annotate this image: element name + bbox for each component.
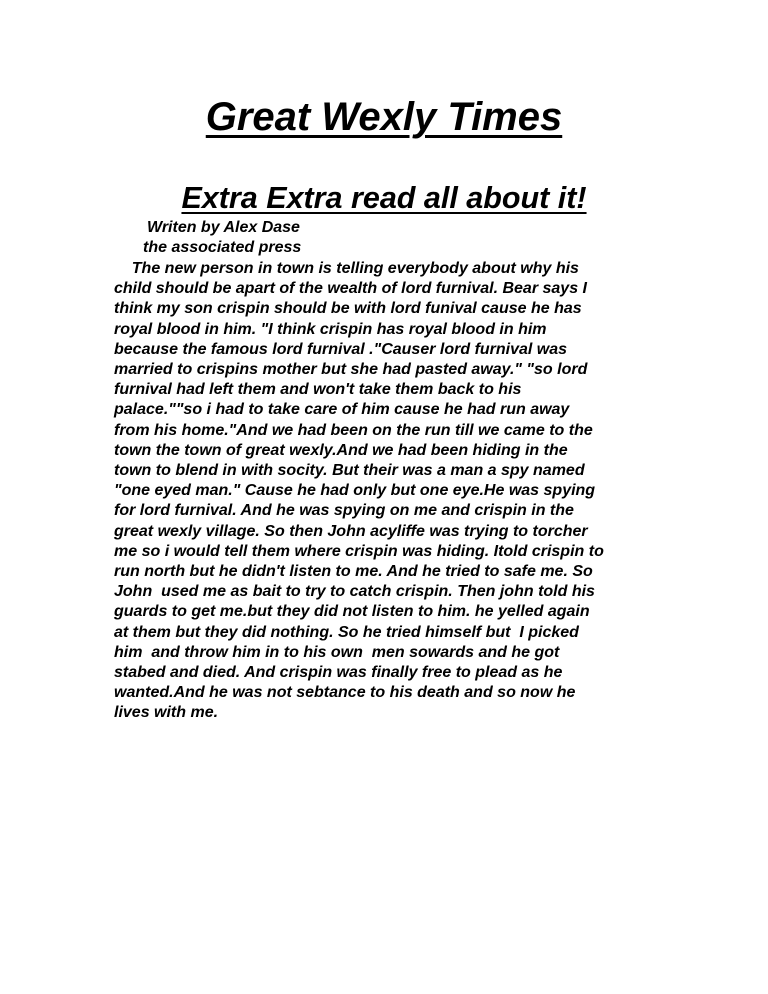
article-body-line: because the famous lord furnival ."Causer lord furnival was <box>114 340 568 358</box>
article-body-line: "one eyed man." Cause he had only but one eye.He was spying <box>114 482 596 500</box>
article-headline: Extra Extra read all about it! <box>181 181 587 215</box>
article-body-line: married to crispins mother but she had pasted away." "so lord <box>114 361 588 379</box>
article-body-line: town to blend in with socity. But their was a man a spy named <box>114 462 585 480</box>
article-body-line: royal blood in him. "I think crispin has royal blood in him <box>114 320 547 338</box>
article-body-line: for lord furnival. And he was spying on me and crispin in the <box>114 502 574 520</box>
newspaper-masthead: Great Wexly Times <box>205 95 563 139</box>
article-body-line: guards to get me.but they did not listen to him. he yelled again <box>114 603 590 621</box>
article-body-line: from his home."And we had been on the run till we came to the <box>114 421 593 439</box>
article-body-line: me so i would tell them where crispin was hiding. Itold crispin to <box>114 542 604 560</box>
article-body-line: town the town of great wexly.And we had been hiding in the <box>114 441 568 459</box>
article-body-line: furnival had left them and won't take them back to his <box>114 381 522 399</box>
article-body-line: stabed and died. And crispin was finally free to plead as he <box>114 664 563 682</box>
article-body-line: him and throw him in to his own men sowards and he got <box>114 643 560 661</box>
article-body-line: think my son crispin should be with lord funival cause he has <box>114 300 582 318</box>
press-byline: the associated press <box>143 239 302 256</box>
article-body-line: great wexly village. So then John acyliffe was trying to torcher <box>114 522 588 540</box>
article-body-line: run north but he didn't listen to me. And he tried to safe me. So <box>114 563 593 581</box>
article-body-line: wanted.And he was not sebtance to his death and so now he <box>114 684 576 702</box>
author-byline: Writen by Alex Dase <box>147 219 300 236</box>
article-body-line: The new person in town is telling everybody about why his <box>114 260 579 277</box>
article-body-line: lives with me. <box>114 704 219 722</box>
article-body-line: palace.""so i had to take care of him cause he had run away <box>114 401 570 419</box>
article-body <box>114 259 659 724</box>
article-body-line: child should be apart of the wealth of lord furnival. Bear says I <box>114 280 587 298</box>
article-body-line: at them but they did nothing. So he tried himself but I picked <box>114 623 579 641</box>
article-body-line: John used me as bait to try to catch crispin. Then john told his <box>114 583 595 601</box>
